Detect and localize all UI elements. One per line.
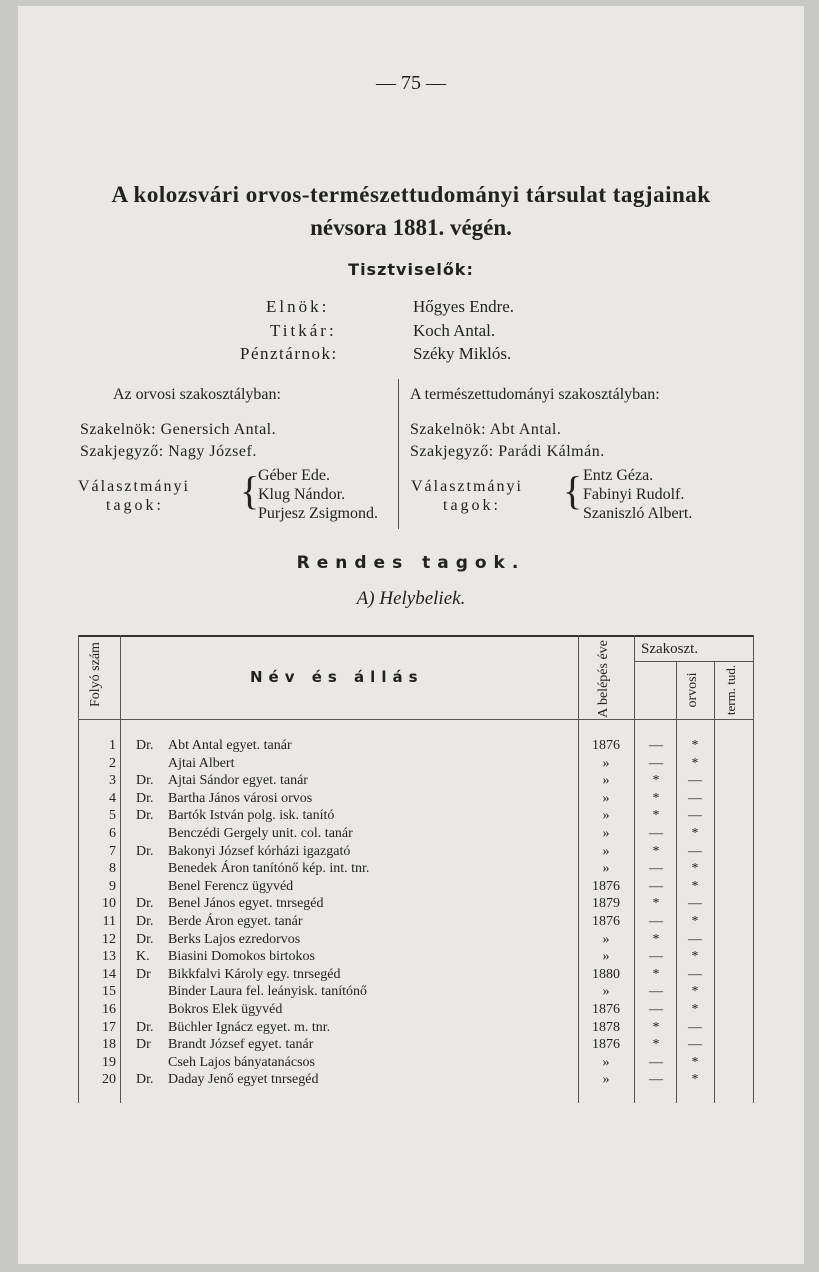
medical-member: Purjesz Zsigmond. — [258, 505, 378, 522]
table-row — [78, 861, 754, 879]
table-row — [78, 808, 754, 826]
member-science-flag: * — [691, 1054, 699, 1070]
member-number: 20 — [102, 1072, 116, 1088]
member-science-flag: — — [688, 1037, 702, 1053]
member-join-year: » — [602, 1054, 610, 1070]
member-name-position: Benedek Áron tanítónő kép. int. tnr. — [168, 861, 370, 877]
member-medical-flag: — — [649, 738, 663, 753]
member-name-position: Daday Jenő egyet tnrsegéd — [168, 1072, 319, 1088]
member-join-year: 1876 — [592, 738, 620, 753]
member-medical-flag: * — [652, 843, 660, 859]
member-science-flag: * — [691, 826, 699, 841]
table-row — [78, 773, 754, 791]
member-number: 1 — [109, 738, 116, 753]
medical-section-chair: Szakelnök: Genersich Antal. — [80, 421, 277, 438]
member-title: Dr. — [136, 773, 154, 789]
officer-name-treasurer: Széky Miklós. — [413, 344, 512, 363]
member-title: Dr. — [136, 843, 154, 859]
table-row — [78, 1055, 754, 1073]
member-medical-flag: * — [652, 790, 660, 806]
member-join-year: » — [602, 931, 610, 947]
member-name-position: Benel Ferencz ügyvéd — [168, 878, 294, 894]
member-number: 15 — [102, 984, 116, 1000]
member-join-year: 1880 — [592, 966, 620, 982]
member-medical-flag: — — [649, 1054, 663, 1070]
officer-role-secretary: Titkár: — [270, 321, 337, 340]
medical-member: Klug Nándor. — [258, 486, 346, 503]
member-medical-flag: * — [652, 896, 660, 912]
members-table — [78, 635, 754, 1103]
member-title: Dr. — [136, 914, 154, 929]
member-name-position: Bokros Elek ügyvéd — [168, 1002, 283, 1017]
member-join-year: » — [602, 843, 610, 859]
member-medical-flag: — — [649, 914, 663, 929]
member-science-flag: * — [691, 755, 699, 771]
member-name-position: Bikkfalvi Károly egy. tnrsegéd — [168, 966, 341, 982]
member-number: 8 — [109, 861, 116, 877]
member-number: 5 — [109, 808, 116, 824]
member-science-flag: * — [691, 914, 699, 929]
member-number: 12 — [102, 931, 116, 947]
table-row — [78, 756, 754, 774]
header-section-group: Szakoszt. — [641, 641, 699, 657]
page-number: — 75 — — [376, 72, 446, 94]
member-join-year: » — [602, 773, 610, 789]
member-science-flag: — — [688, 1019, 702, 1035]
table-row — [78, 738, 754, 756]
header-medical: orvosi — [685, 672, 700, 708]
member-number: 11 — [102, 914, 116, 929]
member-science-flag: — — [688, 808, 702, 824]
table-top-rule — [78, 635, 754, 637]
science-member: Fabinyi Rudolf. — [583, 486, 685, 503]
document-title: A kolozsvári orvos-természettudományi társulat tagjainak — [111, 182, 711, 207]
table-header-rule — [78, 719, 754, 720]
member-name-position: Biasini Domokos birtokos — [168, 949, 316, 965]
member-name-position: Ajtai Sándor egyet. tanár — [168, 773, 308, 789]
member-science-flag: — — [688, 773, 702, 789]
officer-role-president: Elnök: — [266, 297, 330, 316]
member-number: 7 — [109, 843, 116, 859]
member-name-position: Bakonyi József kórházi igazgató — [168, 843, 351, 859]
table-row — [78, 879, 754, 897]
member-name-position: Bartha János városi orvos — [168, 790, 313, 806]
medical-section-secretary: Szakjegyző: Nagy József. — [80, 443, 257, 460]
science-committee-label-2: tagok: — [443, 497, 501, 514]
sections-divider — [398, 379, 399, 529]
member-medical-flag: — — [649, 1072, 663, 1088]
member-title: Dr. — [136, 1019, 154, 1035]
header-name-position: Név és állás — [250, 668, 424, 686]
page — [18, 6, 804, 1264]
regular-members-heading: Rendes tagok. — [296, 553, 526, 573]
medical-committee-label-2: tagok: — [106, 497, 164, 514]
member-medical-flag: — — [649, 826, 663, 841]
member-medical-flag: — — [649, 755, 663, 771]
officer-name-secretary: Koch Antal. — [413, 321, 496, 340]
member-medical-flag: * — [652, 808, 660, 824]
member-medical-flag: — — [649, 949, 663, 965]
member-join-year: » — [602, 808, 610, 824]
member-science-flag: * — [691, 1072, 699, 1088]
science-brace: { — [563, 468, 583, 513]
member-science-flag: — — [688, 931, 702, 947]
member-join-year: 1876 — [592, 914, 620, 929]
member-name-position: Brandt József egyet. tanár — [168, 1037, 314, 1053]
member-name-position: Abt Antal egyet. tanár — [168, 738, 292, 753]
member-number: 4 — [109, 790, 116, 806]
member-science-flag: — — [688, 843, 702, 859]
member-name-position: Büchler Ignácz egyet. m. tnr. — [168, 1019, 331, 1035]
member-number: 10 — [102, 896, 116, 912]
member-join-year: » — [602, 790, 610, 806]
science-section-secretary: Szakjegyző: Parádi Kálmán. — [410, 443, 605, 460]
member-join-year: 1876 — [592, 1037, 620, 1053]
member-title: Dr — [136, 966, 151, 982]
member-number: 14 — [102, 966, 116, 982]
member-join-year: » — [602, 755, 610, 771]
member-title: K. — [136, 949, 150, 965]
member-science-flag: — — [688, 896, 702, 912]
member-join-year: » — [602, 1072, 610, 1088]
member-medical-flag: * — [652, 773, 660, 789]
member-number: 17 — [102, 1019, 116, 1035]
officer-name-president: Hőgyes Endre. — [413, 297, 515, 316]
member-title: Dr. — [136, 790, 154, 806]
member-number: 13 — [102, 949, 116, 965]
member-medical-flag: — — [649, 878, 663, 894]
member-number: 19 — [102, 1054, 116, 1070]
table-row — [78, 1037, 754, 1055]
table-row — [78, 896, 754, 914]
table-row — [78, 914, 754, 932]
member-join-year: 1876 — [592, 878, 620, 894]
member-number: 9 — [109, 878, 116, 894]
member-science-flag: — — [688, 790, 702, 806]
science-member: Entz Géza. — [583, 467, 654, 484]
table-row — [78, 1002, 754, 1020]
member-name-position: Bartók István polg. isk. tanító — [168, 808, 335, 824]
table-row — [78, 826, 754, 844]
member-medical-flag: * — [652, 966, 660, 982]
table-row — [78, 984, 754, 1002]
member-medical-flag: * — [652, 1037, 660, 1053]
member-science-flag: * — [691, 861, 699, 877]
member-join-year: » — [602, 949, 610, 965]
medical-member: Géber Ede. — [258, 467, 330, 484]
member-title: Dr. — [136, 738, 154, 753]
member-number: 2 — [109, 755, 116, 771]
member-name-position: Benel János egyet. tnrsegéd — [168, 896, 324, 912]
member-join-year: 1878 — [592, 1019, 620, 1035]
member-medical-flag: * — [652, 931, 660, 947]
table-row — [78, 1020, 754, 1038]
local-members-heading: A) Helybeliek. — [356, 588, 466, 609]
member-science-flag: * — [691, 1002, 699, 1017]
member-name-position: Cseh Lajos bányatanácsos — [168, 1054, 315, 1070]
member-title: Dr. — [136, 931, 154, 947]
member-title: Dr. — [136, 1072, 154, 1088]
medical-committee-label: Választmányi — [78, 478, 190, 495]
science-section-heading: A természettudományi szakosztályban: — [410, 386, 660, 403]
table-row — [78, 1072, 754, 1090]
header-joined: A belépés éve — [596, 640, 611, 718]
member-medical-flag: * — [652, 1019, 660, 1035]
member-join-year: 1876 — [592, 1002, 620, 1017]
science-section-chair: Szakelnök: Abt Antal. — [410, 421, 562, 438]
member-science-flag: — — [688, 966, 702, 982]
member-number: 3 — [109, 773, 116, 789]
member-join-year: » — [602, 826, 610, 841]
member-join-year: 1879 — [592, 896, 620, 912]
member-title: Dr. — [136, 808, 154, 824]
science-committee-label: Választmányi — [411, 478, 523, 495]
member-science-flag: * — [691, 984, 699, 1000]
table-row — [78, 932, 754, 950]
header-number: Folyó szám — [88, 642, 103, 707]
member-name-position: Berde Áron egyet. tanár — [168, 914, 303, 929]
member-medical-flag: — — [649, 861, 663, 877]
member-join-year: » — [602, 984, 610, 1000]
medical-brace: { — [240, 468, 260, 513]
member-science-flag: * — [691, 738, 699, 753]
member-join-year: » — [602, 861, 610, 877]
science-member: Szaniszló Albert. — [583, 505, 693, 522]
member-title: Dr. — [136, 896, 154, 912]
member-name-position: Berks Lajos ezredorvos — [168, 931, 301, 947]
officers-heading: Tisztviselők: — [348, 260, 474, 279]
document-subtitle: névsora 1881. végén. — [310, 215, 512, 240]
table-row — [78, 844, 754, 862]
member-number: 16 — [102, 1002, 116, 1017]
medical-section-heading: Az orvosi szakosztályban: — [113, 386, 281, 403]
member-name-position: Binder Laura fel. leányisk. tanítónő — [168, 984, 368, 1000]
header-science: term. tud. — [723, 664, 738, 716]
table-row — [78, 949, 754, 967]
officer-role-treasurer: Pénztárnok: — [240, 344, 338, 363]
member-name-position: Benczédi Gergely unit. col. tanár — [168, 826, 353, 841]
member-science-flag: * — [691, 949, 699, 965]
member-number: 18 — [102, 1037, 116, 1053]
table-row — [78, 791, 754, 809]
member-medical-flag: — — [649, 1002, 663, 1017]
member-title: Dr — [136, 1037, 151, 1053]
member-medical-flag: — — [649, 984, 663, 1000]
member-name-position: Ajtai Albert — [168, 755, 235, 771]
member-number: 6 — [109, 826, 116, 841]
member-science-flag: * — [691, 878, 699, 894]
table-row — [78, 967, 754, 985]
